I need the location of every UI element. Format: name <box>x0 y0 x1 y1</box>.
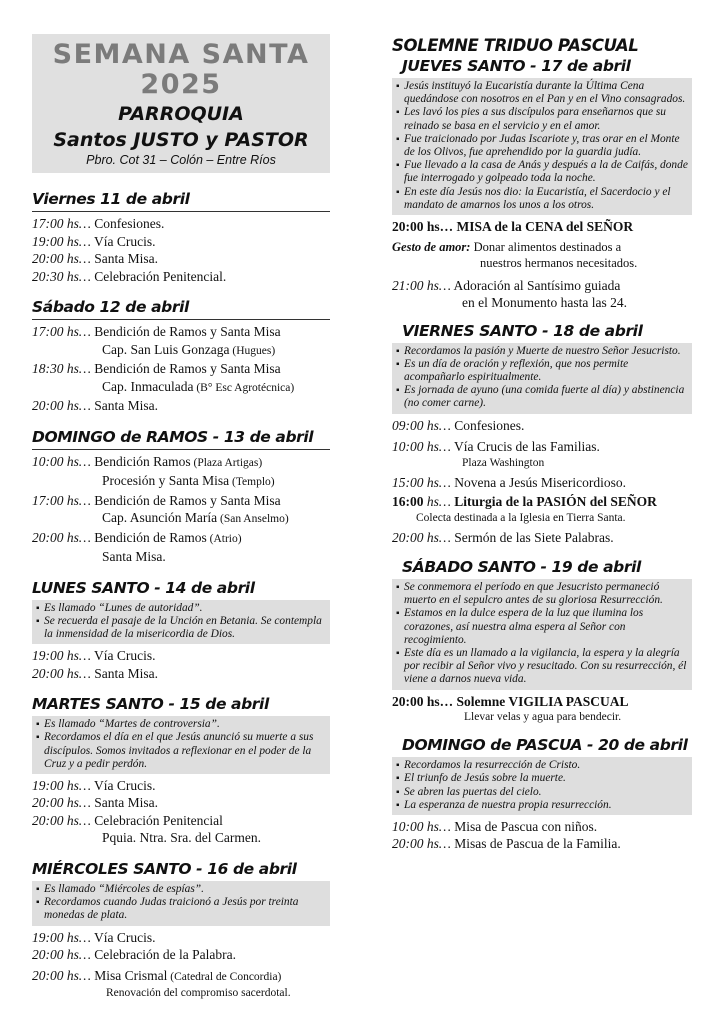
note-item: ▪ Fue traicionado por Judas Iscariote y, tras orar en el Monte de los Olivos, fue aprehendido por la guardia judía. <box>396 133 690 159</box>
event-place-detail: (San Anselmo) <box>217 513 289 525</box>
day-heading: DOMINGO de RAMOS - 13 de abril <box>32 427 314 446</box>
event-time: 20:00 hs… <box>32 812 91 828</box>
event-note: Renovación del compromiso sacerdotal. <box>106 987 291 1000</box>
event-time: 10:00 hs… <box>392 818 451 834</box>
section-domingo-pascua <box>392 735 692 853</box>
event-sub: en el Monumento hasta las 24. <box>462 295 627 311</box>
event-desc: Vía Crucis. <box>90 929 156 945</box>
event-sub: Pquia. Ntra. Sra. del Carmen. <box>102 830 261 846</box>
event-row <box>32 529 330 549</box>
event-place-detail: (B° Esc Agrotécnica) <box>193 381 295 394</box>
event-time: 19:00 hs… <box>32 929 91 945</box>
event-row <box>32 967 330 987</box>
event-desc: Santa Misa. <box>90 665 159 681</box>
section-sabado-santo <box>392 557 692 724</box>
event-row <box>32 647 330 665</box>
notes-box <box>32 881 330 926</box>
event-row <box>32 215 330 233</box>
event-desc: Sermón de las Siete Palabras. <box>450 529 614 545</box>
event-sub <box>32 378 330 398</box>
notes-box <box>32 716 330 774</box>
event-sub <box>32 509 330 529</box>
event-time: 20:00 hs… <box>32 529 91 545</box>
event-time: 19:00 hs… <box>32 648 91 664</box>
note-item: ▪ Recordamos el día en el que Jesús anunció su muerte a sus discípulos. Somos invitados a reflexionar en el poder de la Cruz y a pedir perdón. <box>36 731 328 771</box>
note-item: ▪ Es llamado “Miércoles de espías”. <box>36 883 328 896</box>
gesto-row <box>392 239 692 255</box>
event-place-detail: (Catedral de Concordia) <box>167 970 282 983</box>
event-desc: Solemne VIGILIA PASCUAL <box>453 693 629 709</box>
event-time: 20:00 hs… <box>392 529 451 545</box>
divider <box>32 319 330 320</box>
event-place: Cap. Inmaculada <box>102 378 194 394</box>
event-desc: Vía Crucis. <box>90 233 156 249</box>
event-note: Llevar velas y agua para bendecir. <box>464 711 622 724</box>
note-item: ▪ Fue llevado a la casa de Anás y después a la de Caifás, donde fue interrogado y golpeado toda la noche. <box>396 159 690 185</box>
note-item: ▪ Recordamos cuando Judas traicionó a Jesús por treinta monedas de plata. <box>36 896 328 922</box>
event-time: 19:00 hs… <box>32 233 91 249</box>
divider <box>32 211 330 212</box>
day-heading: LUNES SANTO - 14 de abril <box>32 578 255 597</box>
note-item: ▪ Es jornada de ayuno (una comida fuerte al día) y abstinencia (no comer carne). <box>396 384 690 410</box>
section-lunes-santo <box>32 578 330 683</box>
event-desc: Adoración al Santísimo guiada <box>450 277 621 293</box>
day-heading: Viernes 11 de abril <box>32 190 190 208</box>
event-sub: Santa Misa. <box>102 549 166 564</box>
event-time: 18:30 hs… <box>32 361 91 376</box>
page-year: 2025 <box>140 69 222 100</box>
parish-name: Santos JUSTO y PASTOR <box>53 129 309 151</box>
event-row <box>32 812 330 830</box>
event-time-suffix: hs… <box>423 494 451 510</box>
event-row <box>392 474 692 492</box>
right-column <box>392 0 692 853</box>
day-heading: Sábado 12 de abril <box>32 298 189 316</box>
notes-box <box>392 343 692 414</box>
note-item: ▪ En este día Jesús nos dio: la Eucaristía, el Sacerdocio y el mandato de amarnos los unos a los otros. <box>396 186 690 212</box>
note-item: ▪ Se abren las puertas del cielo. <box>396 786 690 799</box>
parish-address: Pbro. Cot 31 – Colón – Entre Ríos <box>86 153 276 167</box>
event-desc: Liturgia de la PASIÓN del SEÑOR <box>450 494 657 510</box>
event-desc: Santa Misa. <box>90 398 159 413</box>
notes-box <box>32 600 330 645</box>
event-desc: Confesiones. <box>450 417 525 433</box>
event-time: 10:00 hs… <box>32 453 91 469</box>
day-heading: MIÉRCOLES SANTO - 16 de abril <box>32 859 297 878</box>
event-row <box>32 360 330 378</box>
page-title: SEMANA SANTA <box>52 39 310 70</box>
triduo-title: SOLEMNE TRIDUO PASCUAL <box>392 36 639 55</box>
event-time: 21:00 hs… <box>392 277 451 293</box>
note-item: ▪ Es llamado “Lunes de autoridad”. <box>36 602 328 615</box>
event-desc: Misa de Pascua con niños. <box>450 818 598 834</box>
event-desc: Misa Crismal <box>90 967 168 983</box>
event-row <box>32 233 330 251</box>
day-heading: SÁBADO SANTO - 19 de abril <box>402 558 641 577</box>
event-row <box>32 250 330 268</box>
event-desc: Bendición de Ramos y Santa Misa <box>90 324 281 339</box>
note-item: ▪ Estamos en la dulce espera de la luz que ilumina los corazones, así nuestra alma espera al Señor con recogimiento. <box>396 607 690 647</box>
event-time: 20:00 hs… <box>32 665 91 681</box>
event-desc: Confesiones. <box>90 216 165 231</box>
event-row <box>32 397 330 415</box>
note-item: ▪ Este día es un llamado a la vigilancia, la espera y la alegría por recibir al Señor vivo y resucitado. Con su resurrección, él viene a darnos nueva vida. <box>396 647 690 687</box>
event-time: 17:00 hs… <box>32 492 91 508</box>
event-row <box>392 417 692 435</box>
note-item: ▪ Recordamos la pasión y Muerte de nuestro Señor Jesucristo. <box>396 345 690 358</box>
event-desc: Bendición de Ramos y Santa Misa <box>90 492 281 508</box>
event-time: 20:00 hs… <box>392 219 454 235</box>
event-row <box>392 438 692 456</box>
event-place-detail: (Atrio) <box>206 532 242 545</box>
section-domingo-ramos <box>32 427 330 566</box>
event-time: 20:00 hs… <box>32 947 91 963</box>
event-row <box>32 946 330 964</box>
event-time: 09:00 hs… <box>392 417 451 433</box>
event-desc: MISA de la CENA del SEÑOR <box>453 219 634 235</box>
event-desc: Celebración Penitencial <box>90 812 223 828</box>
event-time: 20:00 hs… <box>392 693 454 709</box>
event-row <box>392 835 692 853</box>
section-martes-santo <box>32 694 330 847</box>
event-row <box>32 268 330 286</box>
event-desc: Misas de Pascua de la Familia. <box>450 836 621 852</box>
gesto-text: Donar alimentos destinados a <box>470 239 622 254</box>
event-time: 17:00 hs… <box>32 324 91 339</box>
event-desc: Novena a Jesús Misericordioso. <box>450 474 626 490</box>
event-time: 16:00 <box>392 494 424 510</box>
day-heading: MARTES SANTO - 15 de abril <box>32 695 269 714</box>
event-place: Cap. Asunción María <box>102 510 218 525</box>
section-viernes-santo <box>392 321 692 547</box>
note-item: ▪ La esperanza de nuestra propia resurrección. <box>396 799 690 812</box>
event-time: 17:00 hs… <box>32 216 91 231</box>
event-time: 15:00 hs… <box>392 474 451 490</box>
section-sabado-12 <box>32 297 330 415</box>
event-row <box>32 777 330 795</box>
event-time: 20:00 hs… <box>32 398 91 413</box>
event-row <box>32 492 330 510</box>
event-desc: Vía Crucis. <box>90 777 156 793</box>
event-desc: Bendición Ramos <box>90 453 191 469</box>
parish-label: PARROQUIA <box>118 103 244 125</box>
event-desc: Vía Crucis de las Familias. <box>450 439 600 455</box>
event-row <box>32 453 330 473</box>
event-desc: Celebración de la Palabra. <box>90 947 236 963</box>
event-desc: Santa Misa. <box>90 795 159 811</box>
event-desc: Vía Crucis. <box>90 648 156 664</box>
event-desc: Santa Misa. <box>90 251 159 266</box>
event-place-detail: (Plaza Artigas) <box>190 456 263 469</box>
left-column <box>32 0 330 1000</box>
event-row <box>392 529 692 547</box>
section-miercoles-santo <box>32 859 330 1000</box>
event-time: 20:00 hs… <box>32 967 91 983</box>
divider <box>32 449 330 450</box>
event-place-detail: (Hugues) <box>229 344 276 357</box>
event-row <box>32 929 330 947</box>
event-row <box>392 277 692 295</box>
event-time: 10:00 hs… <box>392 439 451 455</box>
event-row <box>392 818 692 836</box>
event-row <box>32 665 330 683</box>
event-time: 20:30 hs… <box>32 268 91 284</box>
day-heading: JUEVES SANTO - 17 de abril <box>402 57 631 75</box>
event-row <box>32 323 330 341</box>
event-row <box>392 218 692 236</box>
event-desc: Bendición de Ramos y Santa Misa <box>90 361 281 376</box>
notes-box <box>392 757 692 815</box>
event-time: 20:00 hs… <box>32 251 91 266</box>
day-heading: VIERNES SANTO - 18 de abril <box>402 321 643 340</box>
note-item: ▪ Se recuerda el pasaje de la Unción en Betania. Se contempla la inmensidad de la misericordia de Dios. <box>36 615 328 641</box>
gesto-text-2: nuestros hermanos necesitados. <box>480 255 638 270</box>
note-item: ▪ Les lavó los pies a sus discípulos para enseñarnos que su reinado se basa en el servicio y en el amor. <box>396 106 690 132</box>
title-box <box>32 34 330 173</box>
note-item: ▪ Es llamado “Martes de controversia”. <box>36 718 328 731</box>
note-item: ▪ Se conmemora el período en que Jesucristo permaneció muerto en el sepulcro antes de su gloriosa Resurrección. <box>396 581 690 607</box>
event-place: Procesión y Santa Misa <box>102 473 230 488</box>
notes-box <box>392 579 692 690</box>
event-note: Colecta destinada a la Iglesia en Tierra Santa. <box>416 511 626 524</box>
day-heading: DOMINGO de PASCUA - 20 de abril <box>402 736 688 755</box>
note-item: ▪ Es un día de oración y reflexión, que nos permite acompañarlo espiritualmente. <box>396 358 690 384</box>
note-item: ▪ Recordamos la resurrección de Cristo. <box>396 759 690 772</box>
event-time: 19:00 hs… <box>32 777 91 793</box>
section-jueves-santo <box>392 56 692 312</box>
event-sub <box>32 472 330 492</box>
section-viernes-11 <box>32 189 330 285</box>
gesto-label: Gesto de amor: <box>392 239 471 254</box>
event-time: 20:00 hs… <box>32 795 91 811</box>
event-row <box>392 493 692 511</box>
event-desc: Celebración Penitencial. <box>90 268 227 284</box>
note-item: ▪ El triunfo de Jesús sobre la muerte. <box>396 772 690 785</box>
event-desc: Bendición de Ramos <box>90 529 207 545</box>
event-row <box>32 794 330 812</box>
event-sub: Plaza Washington <box>462 456 545 469</box>
event-row <box>392 693 692 711</box>
event-sub <box>32 341 330 361</box>
event-time: 20:00 hs… <box>392 836 451 852</box>
notes-box <box>392 78 692 215</box>
event-place: Cap. San Luis Gonzaga <box>102 341 230 357</box>
note-item: ▪ Jesús instituyó la Eucaristía durante la Última Cena quedándose con nosotros en el Pan y en el Vino consagrados. <box>396 80 690 106</box>
event-place-detail: (Templo) <box>229 476 275 488</box>
